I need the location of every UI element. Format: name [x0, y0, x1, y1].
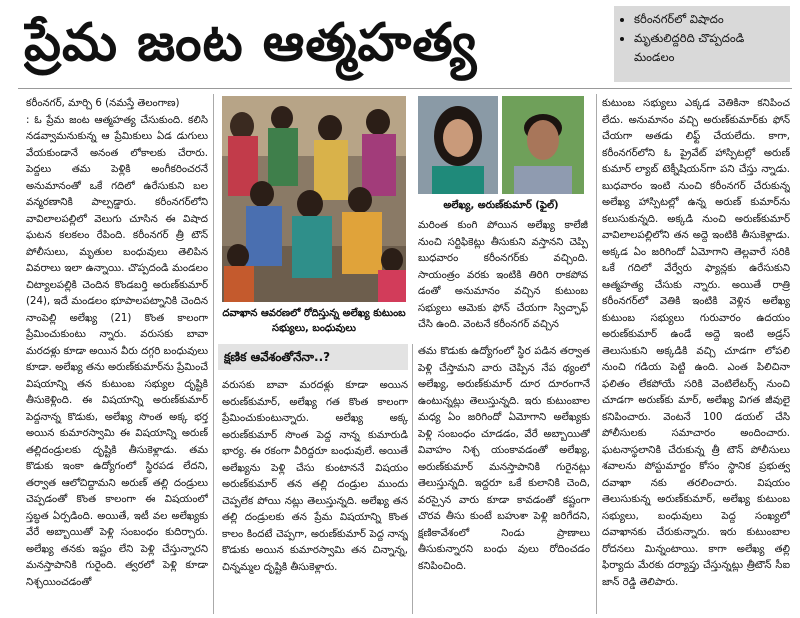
article-column-1: [26, 96, 208, 614]
column-divider: [596, 94, 597, 614]
top-rule: [18, 88, 792, 89]
column-divider: [213, 94, 214, 614]
main-photo: [222, 96, 406, 302]
highlight-item: • కరీంనగర్‌లో విషాదం: [634, 10, 784, 29]
column-3-top-text: మరింత కుంగి పోయిన అలేఖ్య కాలేజీ నుంచి సర్టిఫికెట్లు తీసుకుని వస్తానని చెప్పి బుధవారం కరీంనగర్‌కు వచ్చింది. సాయంత్రం వరకు ఇంటికి తిరిగి రాకపోవ డంతో అనుమానం వచ్చిన కుటుంబ సభ్యులు ఆమెకు ఫోన్ చేయగా స్విచ్ఛాఫ్ చేసి ఉంది. వెంటనే కరీంనగర్ వచ్చిన: [418, 220, 588, 330]
article-column-3-bottom: [418, 344, 590, 614]
portrait-alekhya: [418, 96, 498, 194]
article-column-2-bottom: [222, 378, 408, 614]
highlights-list: [620, 10, 784, 67]
column-2-bottom-text: వరుసకు బావా మరదళ్లు కూడా అయిన అరుణ్‌కుమార్, అలేఖ్య గత కొంత కాలంగా ప్రేమించుకుంటున్నారు. అలేఖ్య అక్క అరుణ్‌కుమార్ సొంత పెద్ద నాన్న కుమారుడి భార్య. ఈ రకంగా వీరిద్దరూ బంధువులే. అయితే అలేఖ్యను పెళ్లి చేసు కుంటాననే విషయం అరుణ్‌కుమార్ తన తల్లి దండ్రుల ముందు చెప్పలేక పోయి నట్లు తెలుస్తున్నది. అలేఖ్య తన తల్లి దండ్రులకు తన ప్రేమ విషయాన్ని కొంత కాలం కిందటే చెప్పగా, అరుణ్‌కుమార్ పెద్ద నాన్న కొడుకు అయిన కుమారస్వామి తన చిన్నాన్న, చిన్నమ్మల దృష్టికి తీసుకెళ్లారు.: [222, 380, 408, 573]
alekhya-photo-image: [418, 96, 498, 194]
highlights-box: [614, 6, 790, 82]
grieving-family-image: [222, 96, 406, 302]
portrait-arunkumar: [502, 96, 584, 194]
column-3-bottom-text: తమ కొడుకు ఉద్యోగంలో స్థిర పడిన తర్వాత పెళ్లి చేస్తామని వారు చెప్పిన నేప థ్యంలో అలేఖ్య, అరుణ్‌కుమార్ దూర దూరంగానే ఉంటున్నట్లు తెలుస్తున్నది. ఇరు కుటుంబాల మధ్య ఏం జరిగిందో ఏమోగాని అలేఖ్యకు పెళ్లి సంబంధం చూడడం, వేరే అబ్బాయితో వివాహం నిశ్చ యంకావడంతో అలేఖ్య, అరుణ్‌కుమార్ మనస్తాపానికి గురైనట్లు తెలుస్తున్నది. ఇద్దరూ ఒకే కులానికి చెంది, వరస్సైన వారు కూడా కావడంతో కష్టంగా చొరవ తీసు కుంటే బహుశా పెళ్లి జరిగేదని, క్షణికావేశంలో నిండు ప్రాణాలు తీసుకున్నారని బంధు వులు రోదించడం కనిపించింది.: [418, 346, 590, 572]
subhead: క్షణిక ఆవేశంతోనేనా..?: [224, 350, 331, 364]
highlight-item: • మృతులిద్దరిది చొప్పదండి మండలం: [634, 29, 784, 67]
portrait-caption: అలేఖ్య, అరుణ్‌కుమార్ (ఫైల్): [443, 200, 559, 211]
article-column-4: [602, 96, 790, 614]
article-column-3-top: [418, 218, 588, 342]
main-photo-caption: దవాఖాన ఆవరణలో రోదిస్తున్న అలేఖ్య కుటుంబ సభ్యులు, బంధువులు: [222, 308, 406, 334]
headline: ప్రేమ జంట ఆత్మహత్య: [24, 13, 478, 73]
column-4-text: కుటుంబ సభ్యులు ఎక్కడ వెతికినా కనిపించ లేదు. అనుమానం వచ్చి అరుణ్‌కుమార్‌కు ఫోన్ చేయగా అతడు లిఫ్ట్ చేయలేదు. కాగా, కరీంనగర్‌లోని ఓ ప్రైవేట్ హాస్పిటల్లో అరుణ్ కుమార్ ల్యాబ్ టెక్నీషియన్‌గా పని చేస్తు న్నాడు. బుధవారం ఇంటి నుంచి కరీంనగర్ చేరుకున్న అలేఖ్య హాస్పిటల్లో ఉన్న అరుణ్ కుమార్‌ను కలుసుకున్నది. అక్కడి నుంచి అరుణ్‌కుమార్ వావిలాలపల్లిలోని తన అద్దె ఇంటికి తీసుకెళ్లాడు. అక్కడ ఏం జరిగిందో ఏమోగాని తెల్లవారే సరికి ఒకే గదిలో వేర్వేరు ఫ్యాన్లకు ఉరేసుకుని ఆత్మహత్య చేసుకు న్నారు. అయితే రాత్రి కరీంనగర్‌లో వెతికి ఇంటికి వెళ్లిన అలేఖ్య కుటుంబ సభ్యులు గురువారం ఉదయం అరుణ్‌కుమార్ ఉండే అద్దె ఇంటి అడ్రస్ తెలుసుకుని అక్కడికి వచ్చి చూడగా లోపలి నుంచి గడియ పెట్టి ఉంది. ఎంత పిలిచినా ఫలితం లేకపోయే సరికి వెంటిలేటర్స్ నుంచి చూడగా అరుణ్‌కు మార్, అలేఖ్య విగత జీవులై కనిపించారు. వెంటనే 100 డయల్ చేసి పోలీసులకు సమాచారం అందించారు. ఘటనాస్థలానికి చేరుకున్న త్రీ టౌన్ పోలీసులు శవాలను పోస్టుమార్టం కోసం స్థానిక ప్రభుత్వ దవాఖా నకు తరలించారు. విషయం తెలుసుకున్న అరుణ్‌కుమార్, అలేఖ్య కుటుంబ సభ్యులు, బంధువులు పెద్ద సంఖ్యలో దవాఖానకు చేరుకున్నారు. ఇరు కుటుంబాల రోదనలు మిన్నంటాయి. కాగా అలేఖ్య తల్లి ఫిర్యాదు మేరకు దర్యాప్తు చేస్తున్నట్లు త్రీటౌన్ సీఐ జాన్ రెడ్డి తెలిపారు.: [602, 98, 790, 588]
dateline: కరీంనగర్, మార్చి 6 (నమస్తే తెలంగాణ): [26, 98, 180, 109]
column-divider: [412, 344, 413, 614]
column-1-text: : ఓ ప్రేమ జంట ఆత్మహత్య చేసుకుంది. కలిసి నడవ్వామనుకున్న ఆ ప్రేమికులు ఏడ డుగులు వేయకుండానే అనంత లోకాలకు చేరారు. పెద్దలు తమ పెళ్లికి అంగీకరించరనే అనుమానంతో ఒకే గదిలో ఉరేసుకుని బల వన్మరణానికి పాల్పడ్డారు. కరీంనగర్‌లోని వావిలాలపల్లిలో వెలుగు చూసిన ఈ విషాద ఘటన కలకలం రేపింది. కరీంనగర్ త్రీ టౌన్ పోలీసులు, మృతుల బంధువులు తెలిపిన వివరాలు ఇలా ఉన్నాయి. చొప్పదండి మండలం చిట్యాలపల్లికి చెందిన కొండబర్తి అరుణ్‌కుమార్ (24), ఇదే మండలం భూపాలపట్నానికి చెందిన నాంపెల్లి అలేఖ్య (21) కొంత కాలంగా ప్రేమించుకుంటు న్నారు. వరుసకు బావా మరదళ్లు కూడా అయిన వీరు దగ్గరి బంధువులు కూడా. అలేఖ్య తను అరుణ్‌కుమార్‌ను ప్రేమించే విషయాన్ని తన కుటుంబ సభ్యుల దృష్టికి తీసుకెళ్లింది. ఈ విషయాన్ని అరుణ్‌కుమార్ పెద్దనాన్న కొడుకు, అలేఖ్య సొంత అక్క భర్త అయిన కుమారస్వామి ఈ విషయాన్ని అరుణ్ తల్లిదండ్రులకు దృష్టికి తీసుకెళ్లాడు. తమ కొడుకు ఇంకా ఉద్యోగంలో స్థిరపడ లేదని, తర్వాత ఆలోచిద్దామని అరుణ్ తల్లి దండ్రులు చెప్పడంతో కొంత కాలంగా ఈ విషయంలో స్తబ్ధత ఏర్పడింది. అయితే, ఇటీ వల అలేఖ్యకు వేరే అబ్బాయితో పెళ్లి సంబంధం కుదిర్చారు. అలేఖ్య తనకు ఇష్టం లేని పెళ్లి చేస్తున్నారని మనస్తాపానికి గురైంది. త్వరలో పెళ్లి కూడా నిశ్చయించడంతో: [26, 114, 208, 588]
arunkumar-photo-image: [502, 96, 584, 194]
